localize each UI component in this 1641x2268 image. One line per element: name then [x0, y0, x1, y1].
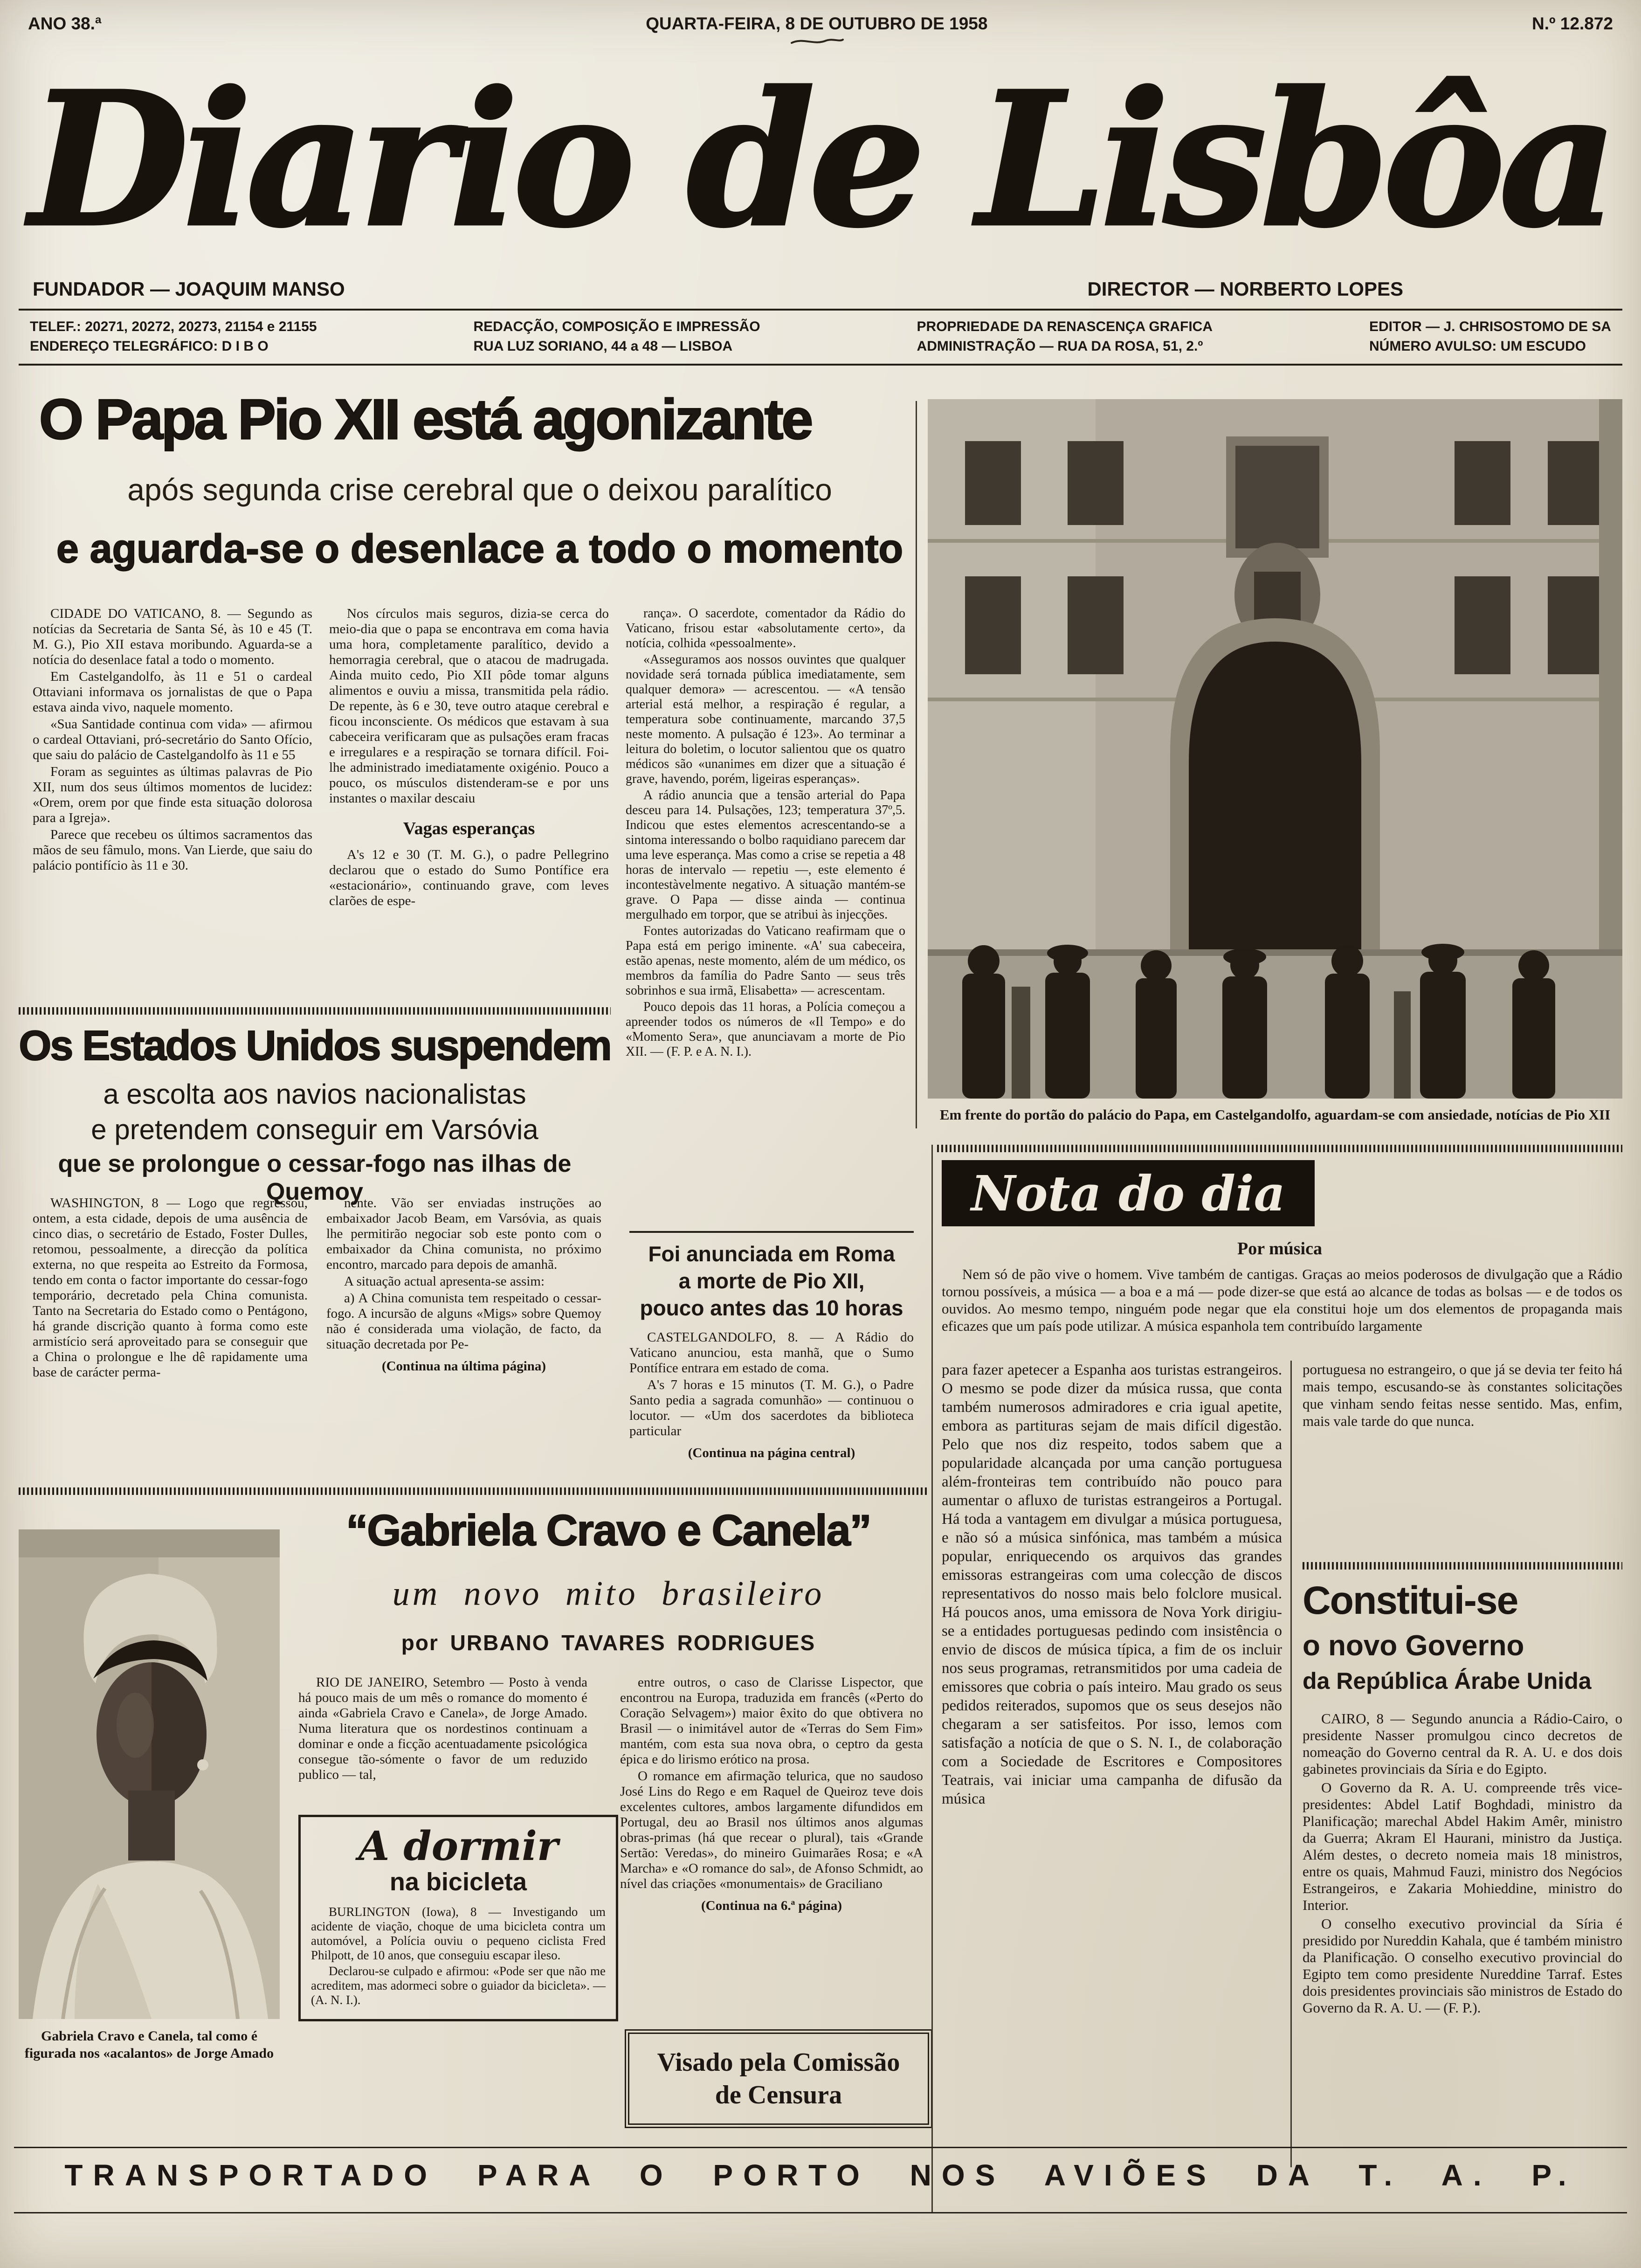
gabriela-continues-note: (Continua na 6.ª página) — [701, 1898, 842, 1913]
paragraph: rança». O sacerdote, comentador da Rádio do Vaticano, frisou estar «absolutamente certo», da notícia, colhida «pessoalmente». — [626, 606, 905, 650]
roma-announcement-block — [629, 1231, 914, 1461]
vertical-rule-photo — [916, 401, 917, 1128]
gabriela-column-1 — [298, 1675, 587, 1784]
nota-left-column: para fazer apetecer a Espanha aos turistas estrangeiros. O mesmo se pode dizer da música russa, que conta também numerosos admiradores e cria igual apetite, embora as partituras sejam de mais difícil digestão. Pelo que nos diz respeito, todos sabem que a popularidade alcançada por uma canção portuguesa além-fronteiras tem contribuído não pouco para aumentar o afluxo de turistas estrangeiros a Portugal. Há toda a vantagem em divulgar a música portuguesa, e não só a música sinfónica, mas também a música popular, enriquecendo os arquivos das grandes emissoras estrangeiras com uma colecção de discos representativos do nosso mais belo folclore musical. Há poucos anos, uma emissora de Nova York dirigiu-se a entidades portuguesas pedindo com insistência o envio de discos de música típica, a fim de os incluir nos seus programas, retransmitidos por uma cadeia de emissores que cobria o país inteiro. Mau grado os seus pedidos reiterados, supomos que os seus desejos não chegaram a ser satisfeitos. Por isso, lemos com satisfação a notícia de que o S. N. I., de colaboração com a Sociedade de Escritores e Compositores Teatrais, vai iniciar uma campanha de difusão da música — [942, 1362, 1282, 1807]
paragraph: nente. Vão ser enviadas instruções ao embaixador Jacob Beam, em Varsóvia, as quais lhe permitirão negociar sob este ponto com o embaixador da China comunista, no próximo encontro, marcado para depois de amanhã. — [326, 1196, 601, 1272]
us-subhead-3: que se prolongue o cessar-fogo nas ilhas de Quemoy — [58, 1150, 572, 1205]
gabriela-byline: por URBANO TAVARES RODRIGUES — [401, 1631, 816, 1655]
paragraph: CAIRO, 8 — Segundo anuncia a Rádio-Cairo, o presidente Nasser promulgou cinco decretos de nomeação do Governo central da R. A. U. e dos dois gabinetes provinciais da Síria e do Egipto. — [1303, 1710, 1622, 1777]
lead-article-column-2 — [329, 606, 609, 1061]
us-article-columns — [33, 1196, 601, 1382]
founders-line — [33, 278, 1608, 300]
governo-body — [1303, 1710, 1622, 2018]
us-continues-note: (Continua na última página) — [381, 1359, 546, 1374]
edition-date: QUARTA-FEIRA, 8 DE OUTUBRO DE 1958 — [646, 14, 987, 47]
vertical-rule-music-columns — [1290, 1361, 1292, 2167]
censorship-box: Visado pela Comissão de Censura — [625, 2029, 932, 2128]
gabriela-column-2 — [620, 1675, 923, 1914]
nota-do-dia-box — [942, 1160, 1315, 1226]
castelgandolfo-palace-photo — [928, 399, 1622, 1099]
paragraph: WASHINGTON, 8 — Logo que regressou, ontem, a esta cidade, depois de uma ausência de cinco dias, o secretário de Estado, Foster Dulles, retomou, pessoalmente, a direcção da política externa, no que respeita ao Estreito da Formosa, tendo em conta o factor importante do cessar-fogo temporário, decretado pela China comunista. Tanto na Secretaria do Estado como o Pentágono, há grande discrição quanto à forma como este armistício será aproveitado para se conseguir que a China o prolongue e lhe dê rapidamente uma base de carácter perma- — [33, 1196, 308, 1380]
dormir-body — [311, 1905, 606, 2007]
divider-hatch-gabriela — [19, 1487, 928, 1495]
paragraph: A rádio anuncia que a tensão arterial do Papa desceu para 14. Pulsações, 123; temperatura 37º,5. Indicou que estes elementos acrescentando-se a sintoma interessando o bolbo raquidiano parecem dar uma leve esperança. Mas como a crise se repetia a 48 horas de intervalo — repetiu —, este elemento é incontestàvelmente negativo. A situação mantém-se grave. O Papa — disse ainda — continua mergulhado em torpor, que se atribui às injecções. — [626, 788, 905, 922]
founder-label: FUNDADOR — JOAQUIM MANSO — [33, 278, 345, 300]
paragraph: CIDADE DO VATICANO, 8. — Segundo as notícias da Secretaria de Santa Sé, às 10 e 45 (T. M. G.), Pio XII estava moribundo. Aguarda-se a notícia do desenlace fatal a todo o momento. — [33, 606, 312, 667]
imprint-address: REDACÇÃO, COMPOSIÇÃO E IMPRESSÃO RUA LUZ SORIANO, 44 a 48 — LISBOA — [473, 319, 760, 354]
paragraph: a) A China comunista tem respeitado o cessar-fogo. A incursão de alguns «Migs» sobre Quemoy não é considerada uma violação, de facto, da situação decretada por Pe- — [326, 1291, 601, 1352]
nota-byline: Por música — [1237, 1239, 1322, 1258]
footer-banner: TRANSPORTADO PARA O PORTO NOS AVIÕES DA T. A. P. — [64, 2158, 1577, 2192]
paragraph: Fontes autorizadas do Vaticano reafirmam que o Papa está em perigo iminente. «A' sua cabeceira, estão apenas, neste momento, além de um médico, os membros da família do Padre Santo — seus três sobrinhos e sua irmã, Elisabetta» — acrescentam. — [626, 924, 905, 998]
imprint-editor: EDITOR — J. CHRISOSTOMO DE SA NÚMERO AVULSO: UM ESCUDO — [1369, 319, 1611, 354]
footer-rule-bottom — [14, 2212, 1627, 2213]
paragraph: «Sua Santidade continua com vida» — afirmou o cardeal Ottaviani, pró-secretário do Santo Ofício, que saiu do palácio de Castelgandolfo às 11 e 55 — [33, 717, 312, 762]
pen-mark-squiggle — [789, 36, 845, 47]
divider-hatch-governo — [1303, 1562, 1622, 1570]
paragraph: O Governo da R. A. U. compreende três vice-presidentes: Abdel Latif Boghdadi, ministro da Planificação; marechal Abdel Hakim Amêr, ministro da Guerra; Akram El Haurani, ministro da Justiça. Além destes, o decreto nomeia mais 18 ministros, entre os quais, Mahmud Fauzi, ministro dos Negócios Estrangeiros, e Zakaria Mohieddine, ministro do Interior. — [1303, 1779, 1622, 1913]
edition-year: ANO 38.ª — [28, 14, 102, 33]
lead-article-column-3 — [626, 606, 905, 1061]
paragraph: RIO DE JANEIRO, Setembro — Posto à venda há pouco mais de um mês o romance do momento é ainda «Gabriela Cravo e Canela», de Jorge Amado. Numa literatura que os nordestinos continuam a dominar e onde a ficção acentuadamente psicológica consegue tão-sómente o favor de um reduzido publico — tal, — [298, 1675, 587, 1782]
dormir-box — [298, 1815, 618, 2021]
director-label: DIRECTOR — NORBERTO LOPES — [1087, 278, 1403, 300]
us-article-column-1 — [33, 1196, 308, 1382]
footer-rule-top — [14, 2147, 1627, 2148]
governo-title-3: da República Árabe Unida — [1303, 1668, 1592, 1694]
us-subhead-2: e pretendem conseguir em Varsóvia — [91, 1114, 538, 1145]
palace-photo-illustration — [928, 399, 1622, 1099]
paragraph: Pouco depois das 11 horas, a Polícia começou a apreender todos os números de «Il Tempo» e do «Momento Sera», que anunciavam a morte de Pio XII. — (F. P. e A. N. I.). — [626, 1000, 905, 1059]
gabriela-photo-caption: Gabriela Cravo e Canela, tal como é figurada nos «acalantos» de Jorge Amado — [24, 2028, 274, 2061]
pope-photo-caption: Em frente do portão do palácio do Papa, em Castelgandolfo, aguardam-se com ansiedade, notícias de Pio XII — [939, 1106, 1611, 1123]
dormir-subtitle: na bicicleta — [389, 1868, 527, 1896]
dormir-title: A dormir — [358, 1823, 558, 1870]
us-article-column-2 — [326, 1196, 601, 1382]
paragraph: Parece que recebeu os últimos sacramentos das mãos de seu fâmulo, mons. Van Lierde, que saiu do palácio pontifício às 11 e 30. — [33, 827, 312, 873]
paragraph: BURLINGTON (Iowa), 8 — Investigando um acidente de viação, choque de uma bicicleta contra um automóvel, a Polícia ouviu o pequeno ciclista Fred Philpott, de 10 anos, que conseguiu escapar ileso. — [311, 1905, 606, 1963]
lead-headline: O Papa Pio XII está agonizante — [39, 387, 812, 451]
gabriela-photo — [19, 1529, 280, 2019]
edition-number: N.º 12.872 — [1532, 14, 1613, 33]
lead-article-column-1 — [33, 606, 312, 1061]
lead-subhead-1: após segunda crise cerebral que o deixou paralítico — [127, 472, 832, 507]
paragraph: A's 7 horas e 15 minutos (T. M. G.), o Padre Santo pedia a sagrada comunhão» — continuou o locutor. — «Um dos sacerdotes da biblioteca particular — [629, 1377, 914, 1438]
paragraph: A situação actual apresenta-se assim: — [344, 1274, 545, 1289]
nota-do-dia-title: Nota do dia — [971, 1164, 1285, 1222]
gabriela-headline: “Gabriela Cravo e Canela” — [346, 1506, 871, 1555]
paragraph: Nos círculos mais seguros, dizia-se cerca do meio-dia que o papa se encontrava em coma havia uma hora, completamente paralítico, devido a hemorragia cerebral, que o atacou de madrugada. Ainda muito cedo, Pio XII pôde tomar alguns alimentos e ouviu a missa, transmitida pela rádio. De repente, às 6 e 30, teve outro ataque cerebral e ficou inconsciente. Os médicos que estavam à sua cabeceira verificaram que as pulsações eram fracas e irregulares e a respiração se tornara difícil. Foi-lhe administrado imediatamente oxigénio. Pouco a pouco, os músculos distenderam-se e por uns instantes o maxilar descaiu — [329, 606, 609, 806]
vagas-esperancas-heading: Vagas esperanças — [403, 819, 535, 838]
divider-hatch-nota — [937, 1145, 1622, 1152]
paragraph: Foram as seguintes as últimas palavras de Pio XII, num dos seus últimos momentos de lucidez: «Orem, orem por que finde esta situação dolorosa para a Igreja». — [33, 764, 312, 825]
imprint-telephones: TELEF.: 20271, 20272, 20273, 21154 e 21155 ENDEREÇO TELEGRÁFICO: D I B O — [30, 319, 317, 354]
governo-title-1: Constitui-se — [1303, 1578, 1518, 1622]
governo-title-2: o novo Governo — [1303, 1630, 1524, 1662]
imprint-bar — [19, 309, 1622, 366]
lead-subhead-2: e aguarda-se o desenlace a todo o momento — [56, 526, 903, 571]
us-headline: Os Estados Unidos suspendem — [19, 1023, 611, 1069]
paragraph: O conselho executivo provincial da Síria é presidido por Nureddin Kahala, que é também ministro da Planificação. O conselho executivo provincial do Egipto tem como presidente Nureddine Tarraf. Estes dois presidentes provinciais são ministros de Estado do Governo da R. A. U. — (F. P.). — [1303, 1915, 1622, 2016]
paragraph: entre outros, o caso de Clarisse Lispector, que encontrou na Europa, traduzida em francês («Perto do Coração Selvagem») maior êxito do que obtivera no Brasil — o inimitável autor de «Terras do Sem Fim» mantém, com esta sua nova obra, o ceptro da gesta épica e do lirismo erótico na prosa. — [620, 1675, 923, 1767]
roma-title: Foi anunciada em Roma a morte de Pio XII, pouco antes das 10 horas — [640, 1242, 903, 1320]
us-subhead-1: a escolta aos navios nacionalistas — [103, 1079, 526, 1110]
nota-intro-text: Nem só de pão vive o homem. Vive também de cantigas. Graças ao meios poderosos de divulgação que a Rádio tornou possíveis, a música — a boa e a má — pode dizer-se que está ao alcance de todas as bolsas — e de todos os ouvidos. Ao mesmo tempo, ninguém pode negar que ela constitui hoje um dos elementos de propaganda mais eficazes que um país pode utilizar. A música espanhola tem contribuído largamente — [942, 1266, 1622, 1334]
nota-right-column: portuguesa no estrangeiro, o que já se devia ter feito há mais tempo, escusando-se às constantes solicitações que vinham sendo feitas nesse sentido. Mas, enfim, mais vale tarde do que nunca. — [1303, 1361, 1622, 1429]
paragraph: Declarou-se culpado e afirmou: «Pode ser que não me acreditem, mas adormeci sobre o guiador da bicicleta». — (A. N. I.). — [311, 1964, 606, 2007]
top-info-line — [28, 14, 1613, 47]
paragraph: «Asseguramos aos nossos ouvintes que qualquer novidade será tornada pública imediatamente, sem qualquer demora» — acrescentou. — «A tensão arterial está melhor, a respiração é regular, a temperatura sobe continuamente, marcando 37,5 neste momento. A pulsação é 123». Ao terminar a leitura do boletim, o locutor salientou que os quatro médicos são «unanimes em dizer que a situação é grave, havendo, porém, ligeiras esperanças». — [626, 652, 905, 786]
masthead-title: Diario de Lisbôa — [29, 52, 1612, 268]
paragraph: O romance em afirmação telurica, que no saudoso José Lins do Rego e em Raquel de Queiroz teve dois excelentes cultores, ambos largamente difundidos em Portugal, deu ao Brasil nos últimos anos algumas obras-primas (há que recear o plural), tais «Grande Sertão: Veredas», do mineiro Guimarães Rosa; e «A Marcha» e «O romance do sal», de Afonso Schmidt, ao nível das criações «monumentais» de Graciliano — [620, 1769, 923, 1891]
lead-article-columns — [33, 606, 905, 1061]
imprint-owner: PROPRIEDADE DA RENASCENÇA GRAFICA ADMINISTRAÇÃO — RUA DA ROSA, 51, 2.º — [917, 319, 1213, 354]
gabriela-photo-illustration — [19, 1529, 280, 2019]
paragraph: A's 12 e 30 (T. M. G.), o padre Pellegrino declarou que o estado do Sumo Pontífice era «estacionário», continuando grave, com leves clarões de espe- — [329, 847, 609, 908]
gabriela-subtitle: um novo mito brasileiro — [392, 1575, 825, 1613]
vertical-rule-right-section — [931, 1145, 933, 2213]
paragraph: Em Castelgandolfo, às 11 e 51 o cardeal Ottaviani informava os jornalistas de que o Papa estava ainda vivo, naquele momento. — [33, 669, 312, 715]
roma-body — [629, 1330, 914, 1439]
roma-continues-note: (Continua na página central) — [688, 1445, 855, 1460]
divider-hatch-us — [19, 1007, 611, 1015]
paragraph: CASTELGANDOLFO, 8. — A Rádio do Vaticano anunciou, esta manhã, que o Sumo Pontífice entrara em estado de coma. — [629, 1330, 914, 1376]
